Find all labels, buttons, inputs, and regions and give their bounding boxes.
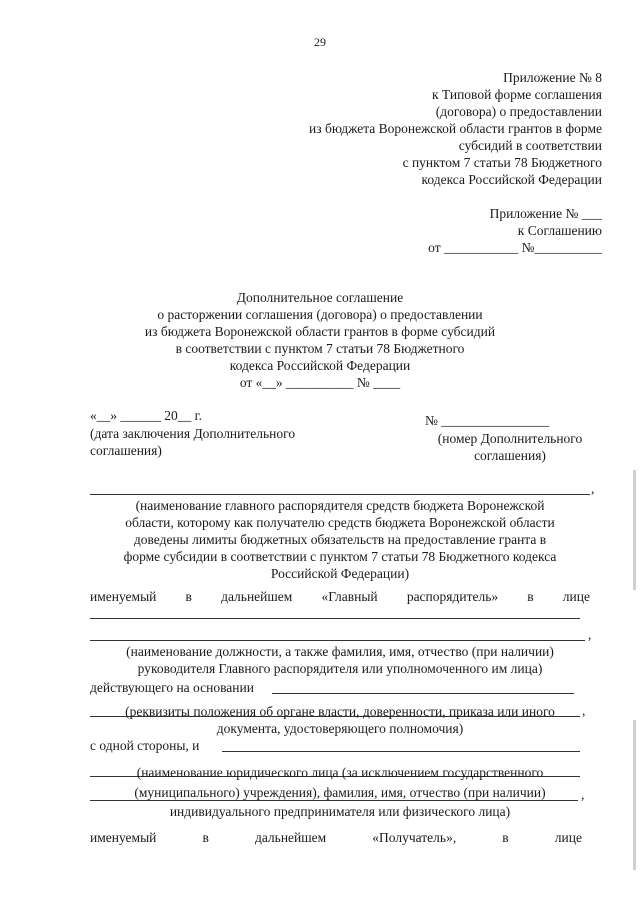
word: «Получатель», bbox=[372, 830, 457, 845]
agreement-date-caption: (дата заключения Дополнительного bbox=[90, 426, 296, 441]
agreement-number-caption: соглашения) bbox=[474, 448, 546, 463]
title-line: Дополнительное соглашение bbox=[236, 290, 404, 305]
word: лице bbox=[554, 830, 582, 845]
agreement-date-field: «__» ______ 20__ г. bbox=[90, 408, 203, 423]
fill-line bbox=[90, 618, 580, 619]
word: в bbox=[202, 830, 209, 845]
word: в bbox=[527, 589, 534, 604]
caption-line: форме субсидии в соответствии с пунктом 7 статьи 78 Бюджетного кодекса bbox=[123, 549, 557, 564]
word: именуемый bbox=[90, 589, 157, 604]
appendix-line: кодекса Российской Федерации bbox=[421, 172, 602, 187]
agreement-ref-line: Приложение № ___ bbox=[489, 206, 602, 221]
agreement-number-caption: (номер Дополнительного bbox=[437, 431, 583, 446]
caption-line: (реквизиты положения об органе власти, доверенности, приказа или иного bbox=[125, 704, 555, 719]
position-fill-line bbox=[90, 640, 585, 641]
word: распорядитель» bbox=[406, 589, 499, 604]
appendix-line: субсидий в соответствии bbox=[458, 138, 602, 153]
appendix-line: из бюджета Воронежской области грантов в форме bbox=[309, 121, 602, 136]
comma: , bbox=[582, 703, 586, 718]
title-line: от «__» __________ № ____ bbox=[239, 375, 401, 390]
appendix-line: к Типовой форме соглашения bbox=[432, 87, 602, 102]
scan-edge-mark bbox=[633, 720, 636, 870]
named-as-recipient bbox=[90, 830, 582, 846]
acting-basis-fill-line bbox=[272, 693, 574, 694]
agreement-ref-line: к Соглашению bbox=[517, 223, 602, 238]
word: лице bbox=[562, 589, 590, 604]
agreement-date-caption: соглашения) bbox=[90, 443, 162, 458]
agreement-ref-line: от ___________ №__________ bbox=[428, 240, 602, 255]
caption-line: (наименование главного распорядителя средств бюджета Воронежской bbox=[135, 498, 545, 513]
title-line: в соответствии с пунктом 7 статьи 78 Бюджетного bbox=[175, 341, 465, 356]
caption-line: документа, удостоверяющего полномочия) bbox=[216, 721, 464, 736]
title-line: о расторжении соглашения (договора) о предоставлении bbox=[157, 307, 483, 322]
comma: , bbox=[581, 787, 585, 802]
caption-line: доведены лимиты бюджетных обязательств на предоставление гранта в bbox=[133, 532, 547, 547]
caption-line: Российской Федерации) bbox=[270, 566, 410, 581]
comma: , bbox=[591, 481, 595, 496]
agreement-number-field: № ________________ bbox=[425, 413, 550, 428]
word: «Главный bbox=[321, 589, 378, 604]
title-line: из бюджета Воронежской области грантов в форме субсидий bbox=[144, 324, 496, 339]
page-number: 29 bbox=[314, 35, 326, 49]
caption-line: (муниципального) учреждения), фамилия, имя, отчество (при наличии) bbox=[134, 785, 546, 800]
appendix-line: Приложение № 8 bbox=[503, 70, 602, 85]
appendix-line: с пунктом 7 статьи 78 Бюджетного bbox=[402, 155, 602, 170]
caption-line: области, которому как получателю средств бюджета Воронежской области bbox=[125, 515, 555, 530]
scan-edge-mark bbox=[633, 470, 636, 590]
word: дальнейшем bbox=[254, 830, 327, 845]
named-as-main-manager bbox=[90, 589, 590, 605]
appendix-line: (договора) о предоставлении bbox=[435, 104, 602, 119]
main-manager-fill-line bbox=[90, 494, 590, 495]
legal-entity-fill-line bbox=[222, 751, 580, 752]
caption-line: (наименование юридического лица (за исключением государственного bbox=[136, 765, 544, 780]
comma: , bbox=[588, 627, 592, 642]
word: дальнейшем bbox=[221, 589, 293, 604]
word: в bbox=[502, 830, 509, 845]
caption-line: индивидуального предпринимателя или физического лица) bbox=[169, 804, 511, 819]
one-side-label: с одной стороны, и bbox=[90, 738, 200, 753]
caption-line: (наименование должности, а также фамилия, имя, отчество (при наличии) bbox=[126, 644, 554, 659]
word: именуемый bbox=[90, 830, 157, 845]
title-line: кодекса Российской Федерации bbox=[229, 358, 411, 373]
caption-line: руководителя Главного распорядителя или уполномоченного им лица) bbox=[137, 661, 543, 676]
word: в bbox=[185, 589, 192, 604]
acting-basis-label: действующего на основании bbox=[90, 680, 254, 695]
